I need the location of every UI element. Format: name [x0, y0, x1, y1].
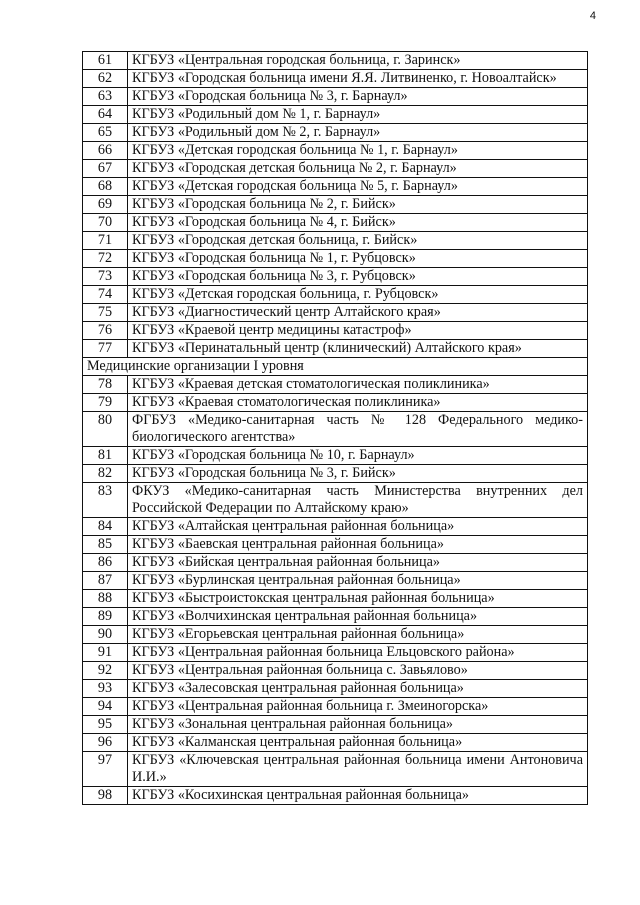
organization-name: КГБУЗ «Краевая детская стоматологическая поликлиника»	[128, 376, 588, 394]
organization-name: КГБУЗ «Баевская центральная районная больница»	[128, 536, 588, 554]
row-number: 80	[83, 412, 128, 447]
row-number: 76	[83, 322, 128, 340]
row-number: 79	[83, 394, 128, 412]
table-row	[83, 680, 588, 698]
table-row	[83, 52, 588, 70]
table-row	[83, 590, 588, 608]
organization-name: КГБУЗ «Городская больница имени Я.Я. Литвиненко, г. Новоалтайск»	[128, 70, 588, 88]
organization-name: КГБУЗ «Родильный дом № 1, г. Барнаул»	[128, 106, 588, 124]
row-number: 93	[83, 680, 128, 698]
table-row	[83, 644, 588, 662]
organization-name: КГБУЗ «Городская больница № 3, г. Рубцовск»	[128, 268, 588, 286]
organization-name: ФКУЗ «Медико-санитарная часть Министерства внутренних дел Российской Федерации по Алтайскому краю»	[128, 483, 588, 518]
row-number: 66	[83, 142, 128, 160]
row-number: 98	[83, 787, 128, 805]
table-row	[83, 734, 588, 752]
organization-name: КГБУЗ «Детская городская больница № 1, г. Барнаул»	[128, 142, 588, 160]
organization-name: КГБУЗ «Быстроистокская центральная районная больница»	[128, 590, 588, 608]
table-row	[83, 608, 588, 626]
row-number: 70	[83, 214, 128, 232]
row-number: 72	[83, 250, 128, 268]
row-number: 61	[83, 52, 128, 70]
row-number: 73	[83, 268, 128, 286]
table-row	[83, 572, 588, 590]
organization-name: КГБУЗ «Залесовская центральная районная больница»	[128, 680, 588, 698]
organization-name: КГБУЗ «Краевой центр медицины катастроф»	[128, 322, 588, 340]
row-number: 74	[83, 286, 128, 304]
organization-name: КГБУЗ «Бийская центральная районная больница»	[128, 554, 588, 572]
row-number: 71	[83, 232, 128, 250]
table-row	[83, 340, 588, 358]
organization-name: КГБУЗ «Волчихинская центральная районная больница»	[128, 608, 588, 626]
table-row	[83, 412, 588, 447]
row-number: 96	[83, 734, 128, 752]
table-row	[83, 124, 588, 142]
table-row	[83, 160, 588, 178]
table-row	[83, 178, 588, 196]
organization-name: КГБУЗ «Городская больница № 2, г. Бийск»	[128, 196, 588, 214]
organization-name: КГБУЗ «Центральная районная больница с. Завьялово»	[128, 662, 588, 680]
table-row	[83, 536, 588, 554]
table-row	[83, 142, 588, 160]
organization-name: КГБУЗ «Бурлинская центральная районная больница»	[128, 572, 588, 590]
organization-name: КГБУЗ «Алтайская центральная районная больница»	[128, 518, 588, 536]
table-body	[83, 52, 588, 805]
row-number: 94	[83, 698, 128, 716]
organization-name: КГБУЗ «Косихинская центральная районная больница»	[128, 787, 588, 805]
table-row	[83, 304, 588, 322]
row-number: 75	[83, 304, 128, 322]
table-row	[83, 214, 588, 232]
row-number: 67	[83, 160, 128, 178]
table-row	[83, 626, 588, 644]
row-number: 95	[83, 716, 128, 734]
organization-name: КГБУЗ «Егорьевская центральная районная больница»	[128, 626, 588, 644]
organization-name: КГБУЗ «Перинатальный центр (клинический) Алтайского края»	[128, 340, 588, 358]
organization-name: КГБУЗ «Городская больница № 10, г. Барнаул»	[128, 447, 588, 465]
row-number: 62	[83, 70, 128, 88]
table-row	[83, 88, 588, 106]
row-number: 83	[83, 483, 128, 518]
organization-name: КГБУЗ «Городская больница № 3, г. Барнаул»	[128, 88, 588, 106]
table-row	[83, 106, 588, 124]
organization-name: КГБУЗ «Городская детская больница, г. Бийск»	[128, 232, 588, 250]
row-number: 92	[83, 662, 128, 680]
table-row	[83, 376, 588, 394]
table-row	[83, 465, 588, 483]
table-row	[83, 70, 588, 88]
organization-name: КГБУЗ «Центральная городская больница, г. Заринск»	[128, 52, 588, 70]
table-row	[83, 716, 588, 734]
row-number: 63	[83, 88, 128, 106]
organization-name: ФГБУЗ «Медико-санитарная часть № 128 Федерального медико-биологического агентства»	[128, 412, 588, 447]
section-title: Медицинские организации I уровня	[83, 358, 588, 376]
organization-name: КГБУЗ «Детская городская больница, г. Рубцовск»	[128, 286, 588, 304]
row-number: 65	[83, 124, 128, 142]
organization-name: КГБУЗ «Городская детская больница № 2, г. Барнаул»	[128, 160, 588, 178]
row-number: 89	[83, 608, 128, 626]
row-number: 81	[83, 447, 128, 465]
organization-name: КГБУЗ «Зональная центральная районная больница»	[128, 716, 588, 734]
organization-name: КГБУЗ «Городская больница № 4, г. Бийск»	[128, 214, 588, 232]
organization-name: КГБУЗ «Детская городская больница № 5, г. Барнаул»	[128, 178, 588, 196]
table-row	[83, 286, 588, 304]
row-number: 86	[83, 554, 128, 572]
organization-name: КГБУЗ «Краевая стоматологическая поликлиника»	[128, 394, 588, 412]
organization-name: КГБУЗ «Диагностический центр Алтайского края»	[128, 304, 588, 322]
table-row	[83, 662, 588, 680]
row-number: 64	[83, 106, 128, 124]
table-row	[83, 518, 588, 536]
table-row	[83, 483, 588, 518]
table-row	[83, 394, 588, 412]
organization-name: КГБУЗ «Центральная районная больница Ельцовского района»	[128, 644, 588, 662]
row-number: 84	[83, 518, 128, 536]
medical-organizations-table	[82, 51, 588, 805]
row-number: 90	[83, 626, 128, 644]
table-row	[83, 250, 588, 268]
table-row	[83, 787, 588, 805]
row-number: 69	[83, 196, 128, 214]
row-number: 77	[83, 340, 128, 358]
table-row	[83, 196, 588, 214]
row-number: 88	[83, 590, 128, 608]
row-number: 85	[83, 536, 128, 554]
table-row	[83, 232, 588, 250]
organization-name: КГБУЗ «Городская больница № 1, г. Рубцовск»	[128, 250, 588, 268]
row-number: 82	[83, 465, 128, 483]
organization-name: КГБУЗ «Калманская центральная районная больница»	[128, 734, 588, 752]
table-row	[83, 752, 588, 787]
row-number: 78	[83, 376, 128, 394]
section-header-row	[83, 358, 588, 376]
table-row	[83, 554, 588, 572]
page-number: 4	[589, 10, 596, 22]
row-number: 87	[83, 572, 128, 590]
row-number: 97	[83, 752, 128, 787]
organization-name: КГБУЗ «Ключевская центральная районная больница имени Антоновича И.И.»	[128, 752, 588, 787]
table-row	[83, 447, 588, 465]
table-row	[83, 268, 588, 286]
row-number: 68	[83, 178, 128, 196]
row-number: 91	[83, 644, 128, 662]
organization-name: КГБУЗ «Центральная районная больница г. Змеиногорска»	[128, 698, 588, 716]
organization-name: КГБУЗ «Городская больница № 3, г. Бийск»	[128, 465, 588, 483]
table-row	[83, 698, 588, 716]
organization-name: КГБУЗ «Родильный дом № 2, г. Барнаул»	[128, 124, 588, 142]
table-row	[83, 322, 588, 340]
